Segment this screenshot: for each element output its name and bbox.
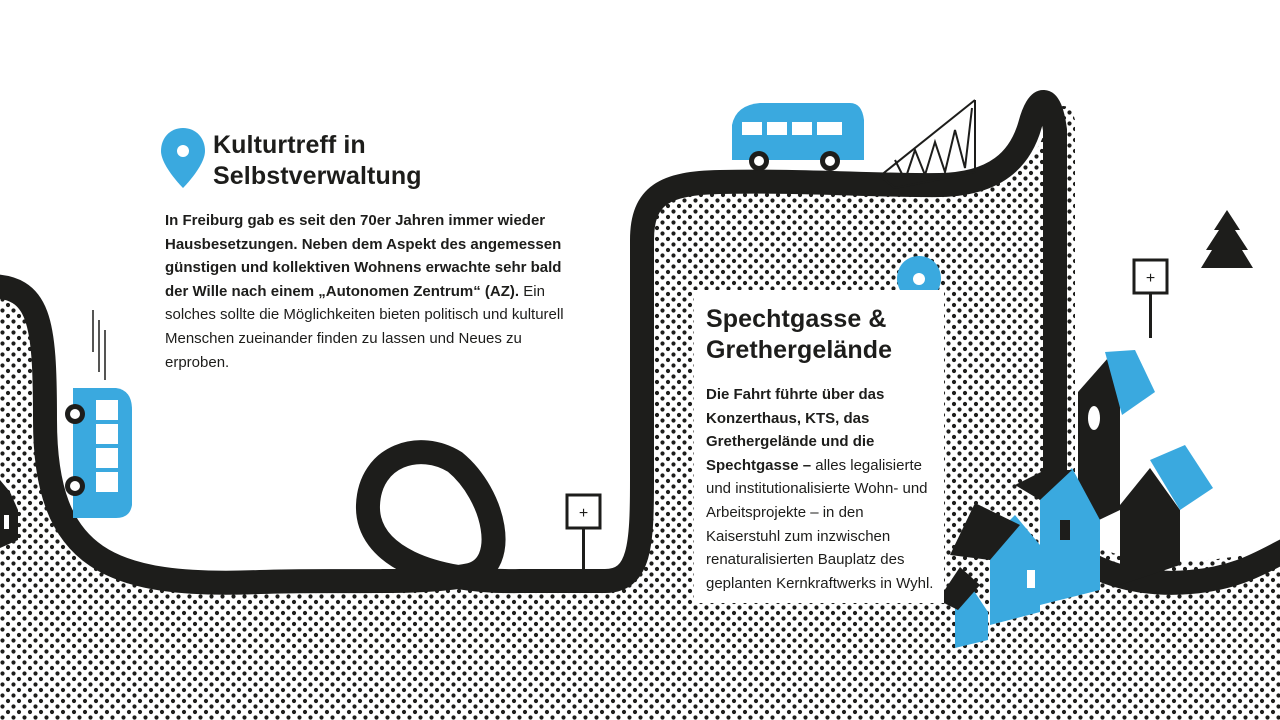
title-line: Grethergelände: [706, 336, 893, 364]
title-line: Selbstverwaltung: [213, 162, 422, 190]
body-bold: In Freiburg gab es seit den 70er Jahren immer wieder Hausbesetzungen. Neben dem Aspekt des angemessen günstigen und kollektiven Wohnens erwachte sehr bald der Wille nach einem „Autonomen Zentrum“ (AZ).: [165, 212, 562, 300]
sign-plus: +: [578, 505, 589, 522]
signpost: [567, 495, 600, 573]
section-body: [706, 383, 934, 595]
section-kulturtreff: [165, 130, 565, 374]
section-title: [706, 304, 944, 366]
signpost: [1134, 260, 1167, 338]
sign-plus: +: [1145, 270, 1156, 287]
title-line: Kulturtreff in: [213, 131, 366, 159]
tree-icon: [1201, 210, 1253, 268]
title-line: Spechtgasse &: [706, 305, 887, 333]
van-icon: [732, 103, 864, 171]
body-regular: Ein solches sollte die Möglichkeiten bieten politisch und kulturell Menschen zueinander finden zu lassen und Neues zu erproben.: [165, 282, 564, 371]
section-body: [165, 209, 565, 374]
section-spechtgasse: [694, 290, 944, 603]
section-title: [213, 130, 565, 192]
body-bold: Die Fahrt führte über das Konzerthaus, KTS, das Grethergelände und die Spechtgasse –: [706, 386, 885, 474]
van-icon: [65, 310, 132, 518]
body-regular: alles legalisierte und institutionalisierte Wohn- und Arbeitsprojekte – in den Kaiserstuhl zum inzwischen renaturalisierten Bauplatz des geplanten Kernkraftwerks in Wyhl.: [706, 456, 934, 592]
